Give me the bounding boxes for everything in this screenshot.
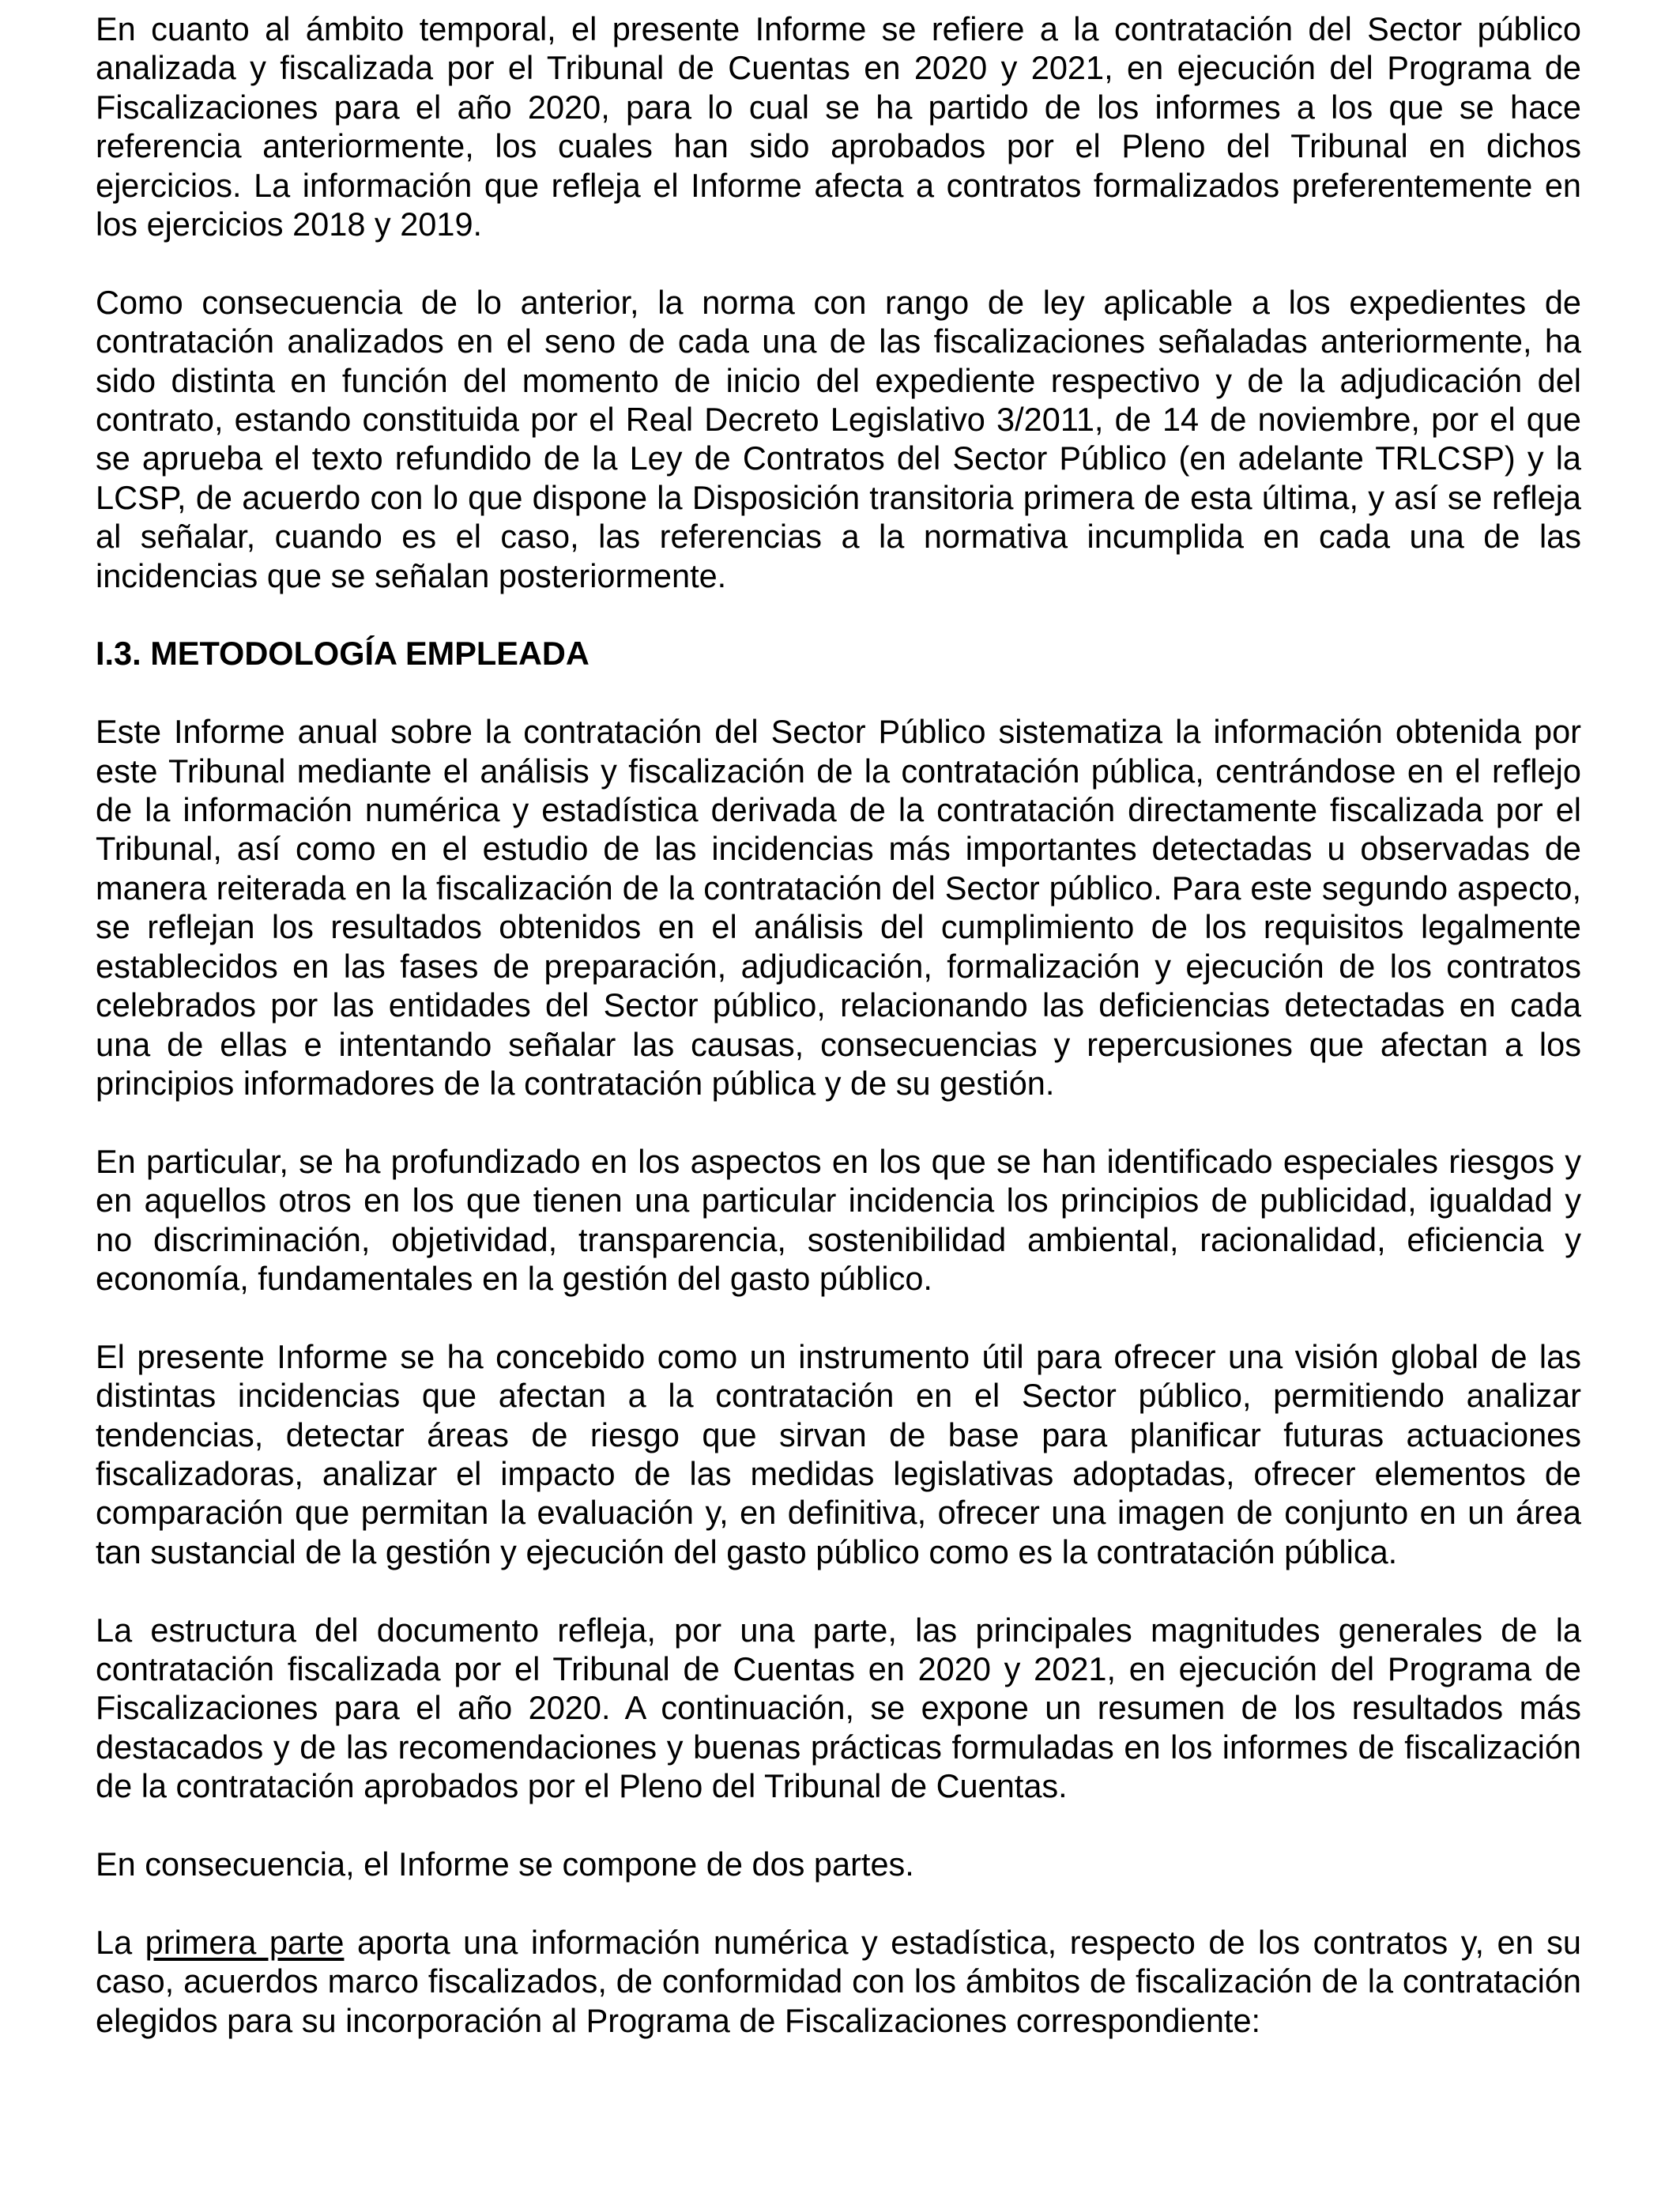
paragraph-primera-parte-lead: La — [96, 1923, 145, 1961]
paragraph-ambito-temporal: En cuanto al ámbito temporal, el presente Informe se refiere a la contratación del Sector público analizada y fiscalizada por el Tribunal de Cuentas en 2020 y 2021, en ejecución del Programa de Fiscalizaciones para el año 2020, para lo cual se ha partido de los informes a los que se hace referencia anteriormente, los cuales han sido aprobados por el Pleno del Tribunal en dichos ejercicios. La información que refleja el Informe afecta a contratos formalizados preferentemente en los ejercicios 2018 y 2019. — [96, 10, 1581, 243]
paragraph-informe-anual: Este Informe anual sobre la contratación del Sector Público sistematiza la información obtenida por este Tribunal mediante el análisis y fiscalización de la contratación pública, centrándose en el reflejo de la información numérica y estadística derivada de la contratación directamente fiscalizada por el Tribunal, así como en el estudio de las incidencias más importantes detectadas u observadas de manera reiterada en la fiscalización de la contratación del Sector público. Para este segundo aspecto, se reflejan los resultados obtenidos en el análisis del cumplimiento de los requisitos legalmente establecidos en las fases de preparación, adjudicación, formalización y ejecución de los contratos celebrados por las entidades del Sector público, relacionando las deficiencias detectadas en cada una de ellas e intentando señalar las causas, consecuencias y repercusiones que afectan a los principios informadores de la contratación pública y de su gestión. — [96, 713, 1581, 1102]
paragraph-estructura-documento: La estructura del documento refleja, por una parte, las principales magnitudes generales de la contratación fiscalizada por el Tribunal de Cuentas en 2020 y 2021, en ejecución del Programa de Fiscalizaciones para el año 2020. A continuación, se expone un resumen de los resultados más destacados y de las recomendaciones y buenas prácticas formuladas en los informes de fiscalización de la contratación aprobados por el Pleno del Tribunal de Cuentas. — [96, 1611, 1581, 1805]
section-heading-metodologia: I.3. METODOLOGÍA EMPLEADA — [96, 635, 590, 673]
paragraph-instrumento-util: El presente Informe se ha concebido como un instrumento útil para ofrecer una visión global de las distintas incidencias que afectan a la contratación en el Sector público, permitiendo analizar tendencias, detectar áreas de riesgo que sirvan de base para planificar futuras actuaciones fiscalizadoras, analizar el impacto de las medidas legislativas adoptadas, ofrecer elementos de comparación que permitan la evaluación y, en definitiva, ofrecer una imagen de conjunto en un área tan sustancial de la gestión y ejecución del gasto público como es la contratación pública. — [96, 1337, 1581, 1570]
paragraph-norma-aplicable: Como consecuencia de lo anterior, la norma con rango de ley aplicable a los expedientes de contratación analizados en el seno de cada una de las fiscalizaciones señaladas anteriormente, ha sido distinta en función del momento de inicio del expediente respectivo y de la adjudicación del contrato, estando constituida por el Real Decreto Legislativo 3/2011, de 14 de noviembre, por el que se aprueba el texto refundido de la Ley de Contratos del Sector Público (en adelante TRLCSP) y la LCSP, de acuerdo con lo que dispone la Disposición transitoria primera de esta última, y así se refleja al señalar, cuando es el caso, las referencias a la normativa incumplida en cada una de las incidencias que se señalan posteriormente. — [96, 283, 1581, 594]
paragraph-primera-parte-rest: aporta una información numérica y estadística, respecto de los contratos y, en su caso, acuerdos marco fiscalizados, de conformidad con los ámbitos de fiscalización de la contratación elegidos para su incorporación al Programa de Fiscalizaciones correspondiente: — [96, 1923, 1581, 2039]
paragraph-primera-parte — [96, 1923, 1581, 2040]
paragraph-en-particular: En particular, se ha profundizado en los aspectos en los que se han identificado especiales riesgos y en aquellos otros en los que tienen una particular incidencia los principios de publicidad, igualdad y no discriminación, objetividad, transparencia, sostenibilidad ambiental, racionalidad, eficiencia y economía, fundamentales en la gestión del gasto público. — [96, 1142, 1581, 1297]
document-body — [96, 9, 1581, 2079]
primera-parte-underlined-text: primera parte — [145, 1923, 345, 1961]
paragraph-dos-partes: En consecuencia, el Informe se compone de dos partes. — [96, 1845, 914, 1883]
